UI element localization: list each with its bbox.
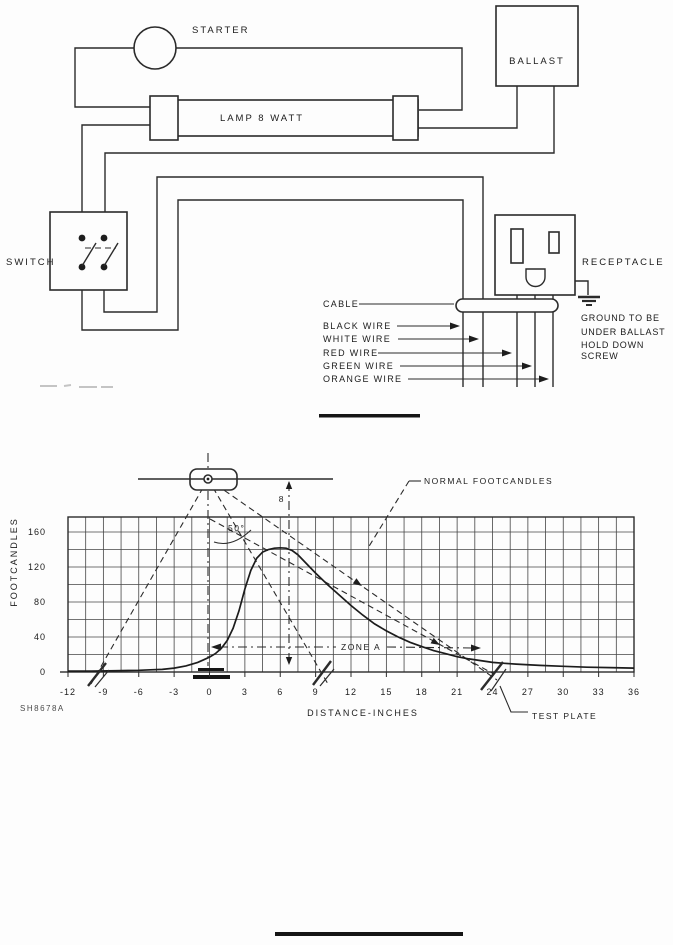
lamp-label: LAMP 8 WATT xyxy=(219,113,305,124)
x-tick-label: 24 xyxy=(486,687,499,697)
beam-angle-label: 50° xyxy=(228,523,246,533)
figure-stamp: SH8678A xyxy=(20,704,65,713)
wiring-diagram xyxy=(6,6,665,418)
x-tick-label: 33 xyxy=(592,687,605,697)
test-plate-label: TEST PLATE xyxy=(532,711,598,721)
y-axis-title: FOOTCANDLES xyxy=(9,517,19,607)
y-tick-label: 80 xyxy=(33,597,46,607)
figure-divider-top xyxy=(319,414,420,418)
x-tick-label: 0 xyxy=(206,687,213,697)
x-tick-label: -9 xyxy=(98,687,109,697)
wires xyxy=(75,48,554,387)
cable-label: CABLE xyxy=(323,299,360,309)
test-plate-annotation xyxy=(500,686,597,721)
y-tick-label: 0 xyxy=(39,667,46,677)
x-tick-label: 21 xyxy=(451,687,464,697)
cable-sheath xyxy=(456,299,558,312)
faded-stamp xyxy=(40,385,113,387)
receptacle-ground-slot xyxy=(526,269,545,287)
x-tick-label: 6 xyxy=(277,687,284,697)
zone-a-label: ZONE A xyxy=(341,642,382,652)
receptacle-slot-left xyxy=(511,229,523,263)
figure-divider-bottom xyxy=(275,932,463,936)
plate-symbols xyxy=(88,661,506,691)
x-tick-label: -3 xyxy=(169,687,180,697)
normal-footcandles-label: NORMAL FOOTCANDLES xyxy=(424,476,554,486)
white-wire-label: WHITE WIRE xyxy=(323,334,391,344)
x-tick-label: 3 xyxy=(241,687,248,697)
y-tick-label: 40 xyxy=(33,632,46,642)
ground-note xyxy=(581,313,665,361)
x-tick-label: 27 xyxy=(521,687,534,697)
zone-a-annotation xyxy=(211,642,481,652)
ballast-label: BALLAST xyxy=(509,56,565,67)
lamp-symbol xyxy=(150,96,418,140)
x-tick-label: 36 xyxy=(627,687,641,697)
x-axis-title: DISTANCE-INCHES xyxy=(307,708,419,718)
x-tick-label: 15 xyxy=(380,687,393,697)
y-tick-label: 120 xyxy=(27,562,46,572)
ground-note-line2: UNDER BALLAST xyxy=(581,327,666,337)
starter-label: STARTER xyxy=(192,25,250,36)
footcandles-chart xyxy=(9,453,640,721)
receptacle-slot-right xyxy=(549,232,559,253)
ground-symbol xyxy=(578,297,600,305)
starter-symbol xyxy=(134,27,176,69)
black-wire-label: BLACK WIRE xyxy=(323,321,392,331)
x-tick-label: 12 xyxy=(344,687,358,697)
ground-note-line3: HOLD DOWN xyxy=(581,340,645,350)
beam-angle xyxy=(214,523,251,544)
ballast-box xyxy=(496,6,578,86)
switch-label: SWITCH xyxy=(6,257,56,268)
lamp-fixture xyxy=(138,469,333,490)
x-tick-label: 9 xyxy=(312,687,319,697)
ground-note-line1: GROUND TO BE xyxy=(581,313,660,323)
orange-wire-label: ORANGE WIRE xyxy=(323,374,403,384)
switch-symbol xyxy=(50,212,127,290)
x-tick-label: -6 xyxy=(133,687,144,697)
light-rays xyxy=(91,479,497,684)
x-tick-label: 18 xyxy=(415,687,428,697)
normal-footcandles-annotation xyxy=(368,476,553,548)
y-tick-label: 160 xyxy=(27,527,46,537)
receptacle-label: RECEPTACLE xyxy=(582,257,665,268)
green-wire-label: GREEN WIRE xyxy=(323,361,395,371)
ground-note-line4: SCREW xyxy=(581,351,619,361)
x-tick-label: -12 xyxy=(59,687,77,697)
red-wire-label: RED WIRE xyxy=(323,348,379,358)
lamp-height-label: 8 xyxy=(278,494,285,504)
x-tick-label: 30 xyxy=(557,687,570,697)
pedestal-symbol xyxy=(198,668,224,671)
